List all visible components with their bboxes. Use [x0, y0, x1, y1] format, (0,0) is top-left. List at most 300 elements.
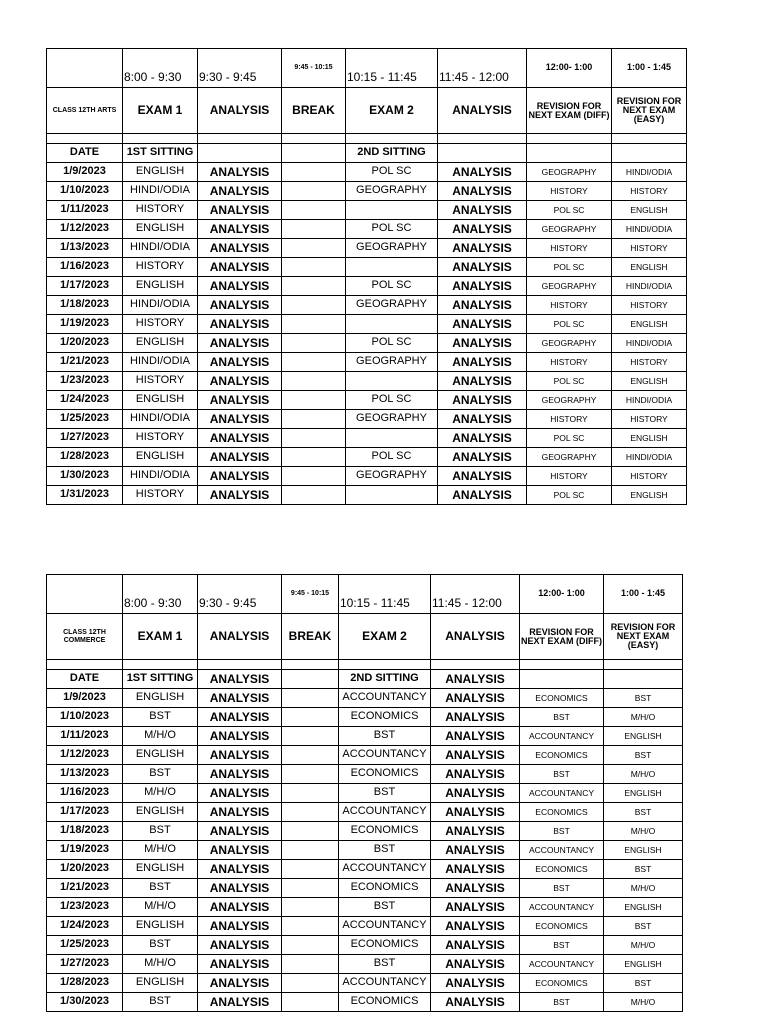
- corner-cell: [47, 575, 123, 614]
- commerce-schedule-table: [46, 574, 683, 1012]
- table-row: [47, 689, 683, 708]
- row-analysis2: ANALYSIS: [431, 841, 520, 860]
- row-rev-easy: M/H/O: [604, 879, 683, 898]
- row-rev-easy: ENGLISH: [612, 258, 687, 277]
- row-rev-easy: BST: [604, 860, 683, 879]
- row-second-sitting: ACCOUNTANCY: [339, 860, 431, 879]
- row-first-sitting: HISTORY: [123, 315, 198, 334]
- row-analysis1: ANALYSIS: [198, 239, 282, 258]
- row-rev-easy: ENGLISH: [612, 372, 687, 391]
- row-break: [282, 898, 339, 917]
- row-first-sitting: ENGLISH: [123, 689, 198, 708]
- row-first-sitting: BST: [123, 708, 198, 727]
- row-analysis1: ANALYSIS: [198, 841, 282, 860]
- row-second-sitting: ECONOMICS: [339, 708, 431, 727]
- row-date: 1/11/2023: [47, 201, 123, 220]
- row-break: [282, 448, 346, 467]
- row-rev-diff: ACCOUNTANCY: [520, 841, 604, 860]
- date-label: DATE: [47, 144, 123, 163]
- row-date: 1/20/2023: [47, 860, 123, 879]
- table-row: [47, 974, 683, 993]
- row-break: [282, 353, 346, 372]
- row-analysis1: ANALYSIS: [198, 296, 282, 315]
- row-analysis2: ANALYSIS: [431, 955, 520, 974]
- row-date: 1/23/2023: [47, 898, 123, 917]
- row-second-sitting: BST: [339, 898, 431, 917]
- time-exam2: 10:15 - 11:45: [346, 49, 438, 88]
- row-analysis1: ANALYSIS: [198, 917, 282, 936]
- row-first-sitting: BST: [123, 765, 198, 784]
- row-rev-diff: BST: [520, 765, 604, 784]
- table-row: [47, 955, 683, 974]
- row-second-sitting: [346, 201, 438, 220]
- row-first-sitting: ENGLISH: [123, 803, 198, 822]
- row-date: 1/21/2023: [47, 353, 123, 372]
- row-analysis2: ANALYSIS: [438, 277, 527, 296]
- row-break: [282, 936, 339, 955]
- row-rev-easy: ENGLISH: [612, 315, 687, 334]
- row-rev-easy: HISTORY: [612, 410, 687, 429]
- table-row: [47, 708, 683, 727]
- row-second-sitting: ECONOMICS: [339, 822, 431, 841]
- row-second-sitting: GEOGRAPHY: [346, 182, 438, 201]
- row-rev-diff: ACCOUNTANCY: [520, 898, 604, 917]
- second-sitting-label: 2ND SITTING: [346, 144, 438, 163]
- row-rev-easy: HINDI/ODIA: [612, 163, 687, 182]
- time-exam2: 10:15 - 11:45: [339, 575, 431, 614]
- row-analysis2: ANALYSIS: [431, 936, 520, 955]
- row-analysis2: ANALYSIS: [438, 296, 527, 315]
- table-row: [47, 765, 683, 784]
- sitting-label-row: [47, 144, 687, 163]
- row-rev-diff: HISTORY: [527, 239, 612, 258]
- row-rev-diff: ECONOMICS: [520, 860, 604, 879]
- row-break: [282, 220, 346, 239]
- row-rev-diff: ACCOUNTANCY: [520, 955, 604, 974]
- row-analysis1: ANALYSIS: [198, 936, 282, 955]
- row-analysis2: ANALYSIS: [431, 898, 520, 917]
- table-row: [47, 277, 687, 296]
- row-analysis2: ANALYSIS: [438, 410, 527, 429]
- row-analysis1: ANALYSIS: [198, 201, 282, 220]
- row-analysis2: ANALYSIS: [438, 239, 527, 258]
- row-first-sitting: BST: [123, 822, 198, 841]
- row-break: [282, 201, 346, 220]
- table-row: [47, 372, 687, 391]
- row-rev-diff: GEOGRAPHY: [527, 448, 612, 467]
- row-date: 1/18/2023: [47, 296, 123, 315]
- row-rev-easy: HINDI/ODIA: [612, 448, 687, 467]
- table-row: [47, 239, 687, 258]
- row-rev-easy: ENGLISH: [604, 955, 683, 974]
- row-first-sitting: HISTORY: [123, 429, 198, 448]
- row-analysis2: ANALYSIS: [431, 803, 520, 822]
- row-date: 1/12/2023: [47, 746, 123, 765]
- row-second-sitting: POL SC: [346, 277, 438, 296]
- row-first-sitting: ENGLISH: [123, 746, 198, 765]
- row-rev-easy: ENGLISH: [604, 727, 683, 746]
- row-rev-easy: BST: [604, 917, 683, 936]
- time-break: 9:45 - 10:15: [282, 575, 339, 614]
- row-rev-easy: HINDI/ODIA: [612, 334, 687, 353]
- table-row: [47, 296, 687, 315]
- row-rev-easy: M/H/O: [604, 993, 683, 1012]
- row-analysis2: ANALYSIS: [431, 993, 520, 1012]
- row-first-sitting: HISTORY: [123, 486, 198, 505]
- row-rev-easy: ENGLISH: [612, 486, 687, 505]
- row-rev-diff: POL SC: [527, 486, 612, 505]
- row-date: 1/24/2023: [47, 391, 123, 410]
- row-date: 1/23/2023: [47, 372, 123, 391]
- row-break: [282, 860, 339, 879]
- row-break: [282, 917, 339, 936]
- table-row: [47, 220, 687, 239]
- row-rev-easy: BST: [604, 746, 683, 765]
- header-rev-diff: REVISION FOR NEXT EXAM (DIFF): [520, 614, 604, 660]
- row-analysis2: ANALYSIS: [438, 258, 527, 277]
- row-break: [282, 239, 346, 258]
- row-date: 1/28/2023: [47, 448, 123, 467]
- row-second-sitting: ACCOUNTANCY: [339, 689, 431, 708]
- row-rev-diff: HISTORY: [527, 296, 612, 315]
- row-analysis2: ANALYSIS: [431, 860, 520, 879]
- row-rev-easy: BST: [604, 974, 683, 993]
- row-break: [282, 765, 339, 784]
- row-rev-diff: ECONOMICS: [520, 689, 604, 708]
- row-second-sitting: BST: [339, 727, 431, 746]
- row-date: 1/12/2023: [47, 220, 123, 239]
- row-second-sitting: ECONOMICS: [339, 765, 431, 784]
- table-row: [47, 841, 683, 860]
- row-rev-easy: BST: [604, 803, 683, 822]
- row-analysis1: ANALYSIS: [198, 993, 282, 1012]
- row-date: 1/25/2023: [47, 410, 123, 429]
- analysis1-label: [198, 144, 282, 163]
- row-rev-easy: ENGLISH: [612, 429, 687, 448]
- table-row: [47, 860, 683, 879]
- row-analysis1: ANALYSIS: [198, 974, 282, 993]
- table-row: [47, 429, 687, 448]
- row-analysis2: ANALYSIS: [438, 486, 527, 505]
- time-analysis2: 11:45 - 12:00: [438, 49, 527, 88]
- header-rev-diff: REVISION FOR NEXT EXAM (DIFF): [527, 88, 612, 134]
- row-first-sitting: HINDI/ODIA: [123, 296, 198, 315]
- row-analysis2: ANALYSIS: [438, 467, 527, 486]
- table-row: [47, 182, 687, 201]
- row-analysis2: ANALYSIS: [431, 689, 520, 708]
- row-analysis1: ANALYSIS: [198, 410, 282, 429]
- time-slot-row: [47, 575, 683, 614]
- row-date: 1/18/2023: [47, 822, 123, 841]
- row-rev-diff: GEOGRAPHY: [527, 163, 612, 182]
- row-analysis1: ANALYSIS: [198, 486, 282, 505]
- row-rev-diff: BST: [520, 993, 604, 1012]
- row-first-sitting: BST: [123, 936, 198, 955]
- row-break: [282, 163, 346, 182]
- row-analysis2: ANALYSIS: [431, 708, 520, 727]
- row-rev-diff: ECONOMICS: [520, 974, 604, 993]
- row-break: [282, 974, 339, 993]
- row-second-sitting: POL SC: [346, 448, 438, 467]
- row-analysis1: ANALYSIS: [198, 448, 282, 467]
- row-break: [282, 391, 346, 410]
- row-first-sitting: M/H/O: [123, 727, 198, 746]
- row-second-sitting: [346, 372, 438, 391]
- row-break: [282, 467, 346, 486]
- row-analysis1: ANALYSIS: [198, 955, 282, 974]
- row-analysis2: ANALYSIS: [431, 974, 520, 993]
- time-analysis2: 11:45 - 12:00: [431, 575, 520, 614]
- header-rev-easy: REVISION FOR NEXT EXAM (EASY): [612, 88, 687, 134]
- row-analysis1: ANALYSIS: [198, 898, 282, 917]
- row-break: [282, 955, 339, 974]
- row-date: 1/19/2023: [47, 315, 123, 334]
- row-first-sitting: HINDI/ODIA: [123, 239, 198, 258]
- header-exam1: EXAM 1: [123, 88, 198, 134]
- row-date: 1/25/2023: [47, 936, 123, 955]
- header-exam2: EXAM 2: [339, 614, 431, 660]
- row-break: [282, 429, 346, 448]
- row-first-sitting: BST: [123, 879, 198, 898]
- row-analysis2: ANALYSIS: [431, 784, 520, 803]
- first-sitting-label: 1ST SITTING: [123, 670, 198, 689]
- header-exam2: EXAM 2: [346, 88, 438, 134]
- row-break: [282, 315, 346, 334]
- row-rev-easy: ENGLISH: [612, 201, 687, 220]
- time-rev-diff: 12:00- 1:00: [527, 49, 612, 88]
- row-second-sitting: POL SC: [346, 220, 438, 239]
- row-analysis1: ANALYSIS: [198, 467, 282, 486]
- row-break: [282, 822, 339, 841]
- row-analysis2: ANALYSIS: [438, 372, 527, 391]
- row-first-sitting: HINDI/ODIA: [123, 353, 198, 372]
- row-analysis2: ANALYSIS: [438, 448, 527, 467]
- row-rev-easy: M/H/O: [604, 708, 683, 727]
- header-analysis1: ANALYSIS: [198, 614, 282, 660]
- row-second-sitting: ACCOUNTANCY: [339, 917, 431, 936]
- spacer-row: [47, 660, 683, 670]
- row-first-sitting: BST: [123, 993, 198, 1012]
- row-analysis1: ANALYSIS: [198, 689, 282, 708]
- row-analysis2: ANALYSIS: [438, 163, 527, 182]
- row-date: 1/13/2023: [47, 765, 123, 784]
- row-rev-diff: ECONOMICS: [520, 917, 604, 936]
- row-break: [282, 372, 346, 391]
- time-exam1: 8:00 - 9:30: [123, 575, 198, 614]
- row-analysis1: ANALYSIS: [198, 784, 282, 803]
- row-analysis2: ANALYSIS: [431, 746, 520, 765]
- row-rev-easy: HINDI/ODIA: [612, 220, 687, 239]
- row-break: [282, 334, 346, 353]
- row-break: [282, 708, 339, 727]
- time-analysis1: 9:30 - 9:45: [198, 575, 282, 614]
- row-analysis2: ANALYSIS: [438, 201, 527, 220]
- commerce-table-body: [47, 575, 683, 1012]
- row-break: [282, 784, 339, 803]
- row-break: [282, 258, 346, 277]
- row-rev-easy: HISTORY: [612, 182, 687, 201]
- row-rev-easy: BST: [604, 689, 683, 708]
- table-row: [47, 993, 683, 1012]
- row-first-sitting: ENGLISH: [123, 974, 198, 993]
- row-analysis1: ANALYSIS: [198, 429, 282, 448]
- row-rev-easy: HINDI/ODIA: [612, 391, 687, 410]
- row-break: [282, 879, 339, 898]
- row-analysis1: ANALYSIS: [198, 765, 282, 784]
- row-date: 1/31/2023: [47, 486, 123, 505]
- row-rev-diff: ECONOMICS: [520, 803, 604, 822]
- row-second-sitting: POL SC: [346, 391, 438, 410]
- row-first-sitting: ENGLISH: [123, 334, 198, 353]
- row-analysis1: ANALYSIS: [198, 334, 282, 353]
- row-analysis1: ANALYSIS: [198, 163, 282, 182]
- row-analysis2: ANALYSIS: [438, 220, 527, 239]
- row-analysis2: ANALYSIS: [438, 182, 527, 201]
- row-break: [282, 746, 339, 765]
- table-row: [47, 258, 687, 277]
- row-break: [282, 277, 346, 296]
- corner-cell: [47, 49, 123, 88]
- row-second-sitting: GEOGRAPHY: [346, 296, 438, 315]
- row-date: 1/10/2023: [47, 708, 123, 727]
- table-row: [47, 746, 683, 765]
- table-row: [47, 334, 687, 353]
- row-break: [282, 803, 339, 822]
- row-first-sitting: HISTORY: [123, 372, 198, 391]
- header-analysis1: ANALYSIS: [198, 88, 282, 134]
- row-break: [282, 727, 339, 746]
- row-first-sitting: HINDI/ODIA: [123, 467, 198, 486]
- row-analysis1: ANALYSIS: [198, 746, 282, 765]
- row-date: 1/30/2023: [47, 467, 123, 486]
- row-date: 1/27/2023: [47, 429, 123, 448]
- class-label: CLASS 12TH COMMERCE: [47, 614, 123, 660]
- row-second-sitting: ECONOMICS: [339, 879, 431, 898]
- table-row: [47, 898, 683, 917]
- first-sitting-label: 1ST SITTING: [123, 144, 198, 163]
- row-analysis1: ANALYSIS: [198, 860, 282, 879]
- row-break: [282, 689, 339, 708]
- analysis1-label: ANALYSIS: [198, 670, 282, 689]
- row-rev-diff: GEOGRAPHY: [527, 391, 612, 410]
- row-rev-diff: BST: [520, 708, 604, 727]
- table-row: [47, 879, 683, 898]
- row-rev-diff: POL SC: [527, 372, 612, 391]
- header-exam1: EXAM 1: [123, 614, 198, 660]
- table-row: [47, 917, 683, 936]
- sitting-label-row: [47, 670, 683, 689]
- row-rev-diff: POL SC: [527, 258, 612, 277]
- row-second-sitting: POL SC: [346, 334, 438, 353]
- row-rev-easy: HISTORY: [612, 353, 687, 372]
- row-rev-easy: M/H/O: [604, 936, 683, 955]
- row-rev-easy: ENGLISH: [604, 841, 683, 860]
- row-rev-easy: HISTORY: [612, 467, 687, 486]
- table-row: [47, 727, 683, 746]
- row-analysis1: ANALYSIS: [198, 822, 282, 841]
- row-analysis1: ANALYSIS: [198, 708, 282, 727]
- row-first-sitting: ENGLISH: [123, 163, 198, 182]
- row-second-sitting: BST: [339, 955, 431, 974]
- time-rev-easy: 1:00 - 1:45: [612, 49, 687, 88]
- row-second-sitting: ACCOUNTANCY: [339, 746, 431, 765]
- row-analysis1: ANALYSIS: [198, 879, 282, 898]
- row-analysis2: ANALYSIS: [438, 315, 527, 334]
- table-row: [47, 467, 687, 486]
- row-break: [282, 486, 346, 505]
- row-rev-easy: ENGLISH: [604, 784, 683, 803]
- row-rev-diff: GEOGRAPHY: [527, 334, 612, 353]
- row-rev-diff: HISTORY: [527, 467, 612, 486]
- time-rev-easy: 1:00 - 1:45: [604, 575, 683, 614]
- header-break: BREAK: [282, 88, 346, 134]
- row-analysis2: ANALYSIS: [438, 429, 527, 448]
- table-row: [47, 353, 687, 372]
- table-row: [47, 803, 683, 822]
- row-second-sitting: [346, 315, 438, 334]
- row-rev-diff: POL SC: [527, 201, 612, 220]
- row-second-sitting: BST: [339, 784, 431, 803]
- row-break: [282, 993, 339, 1012]
- row-analysis1: ANALYSIS: [198, 372, 282, 391]
- row-date: 1/11/2023: [47, 727, 123, 746]
- row-analysis2: ANALYSIS: [438, 334, 527, 353]
- row-rev-easy: M/H/O: [604, 765, 683, 784]
- row-date: 1/13/2023: [47, 239, 123, 258]
- time-analysis1: 9:30 - 9:45: [198, 49, 282, 88]
- break-label: [282, 144, 346, 163]
- time-break: 9:45 - 10:15: [282, 49, 346, 88]
- row-rev-diff: BST: [520, 936, 604, 955]
- row-rev-diff: ACCOUNTANCY: [520, 727, 604, 746]
- table-row: [47, 822, 683, 841]
- row-analysis1: ANALYSIS: [198, 220, 282, 239]
- row-date: 1/16/2023: [47, 784, 123, 803]
- row-first-sitting: M/H/O: [123, 784, 198, 803]
- row-break: [282, 841, 339, 860]
- row-first-sitting: HINDI/ODIA: [123, 410, 198, 429]
- row-first-sitting: M/H/O: [123, 955, 198, 974]
- row-date: 1/17/2023: [47, 803, 123, 822]
- row-rev-diff: POL SC: [527, 429, 612, 448]
- row-date: 1/24/2023: [47, 917, 123, 936]
- row-rev-diff: BST: [520, 822, 604, 841]
- break-label: [282, 670, 339, 689]
- row-first-sitting: HINDI/ODIA: [123, 182, 198, 201]
- row-rev-diff: HISTORY: [527, 182, 612, 201]
- row-analysis2: ANALYSIS: [438, 391, 527, 410]
- row-first-sitting: M/H/O: [123, 841, 198, 860]
- row-analysis2: ANALYSIS: [431, 822, 520, 841]
- time-rev-diff: 12:00- 1:00: [520, 575, 604, 614]
- row-rev-diff: GEOGRAPHY: [527, 220, 612, 239]
- second-sitting-label: 2ND SITTING: [339, 670, 431, 689]
- table-row: [47, 163, 687, 182]
- row-break: [282, 296, 346, 315]
- row-break: [282, 182, 346, 201]
- row-analysis1: ANALYSIS: [198, 315, 282, 334]
- row-analysis1: ANALYSIS: [198, 391, 282, 410]
- row-first-sitting: M/H/O: [123, 898, 198, 917]
- row-rev-easy: ENGLISH: [604, 898, 683, 917]
- table-row: [47, 936, 683, 955]
- row-analysis2: ANALYSIS: [438, 353, 527, 372]
- row-date: 1/10/2023: [47, 182, 123, 201]
- row-date: 1/30/2023: [47, 993, 123, 1012]
- row-first-sitting: ENGLISH: [123, 220, 198, 239]
- row-date: 1/21/2023: [47, 879, 123, 898]
- row-analysis1: ANALYSIS: [198, 277, 282, 296]
